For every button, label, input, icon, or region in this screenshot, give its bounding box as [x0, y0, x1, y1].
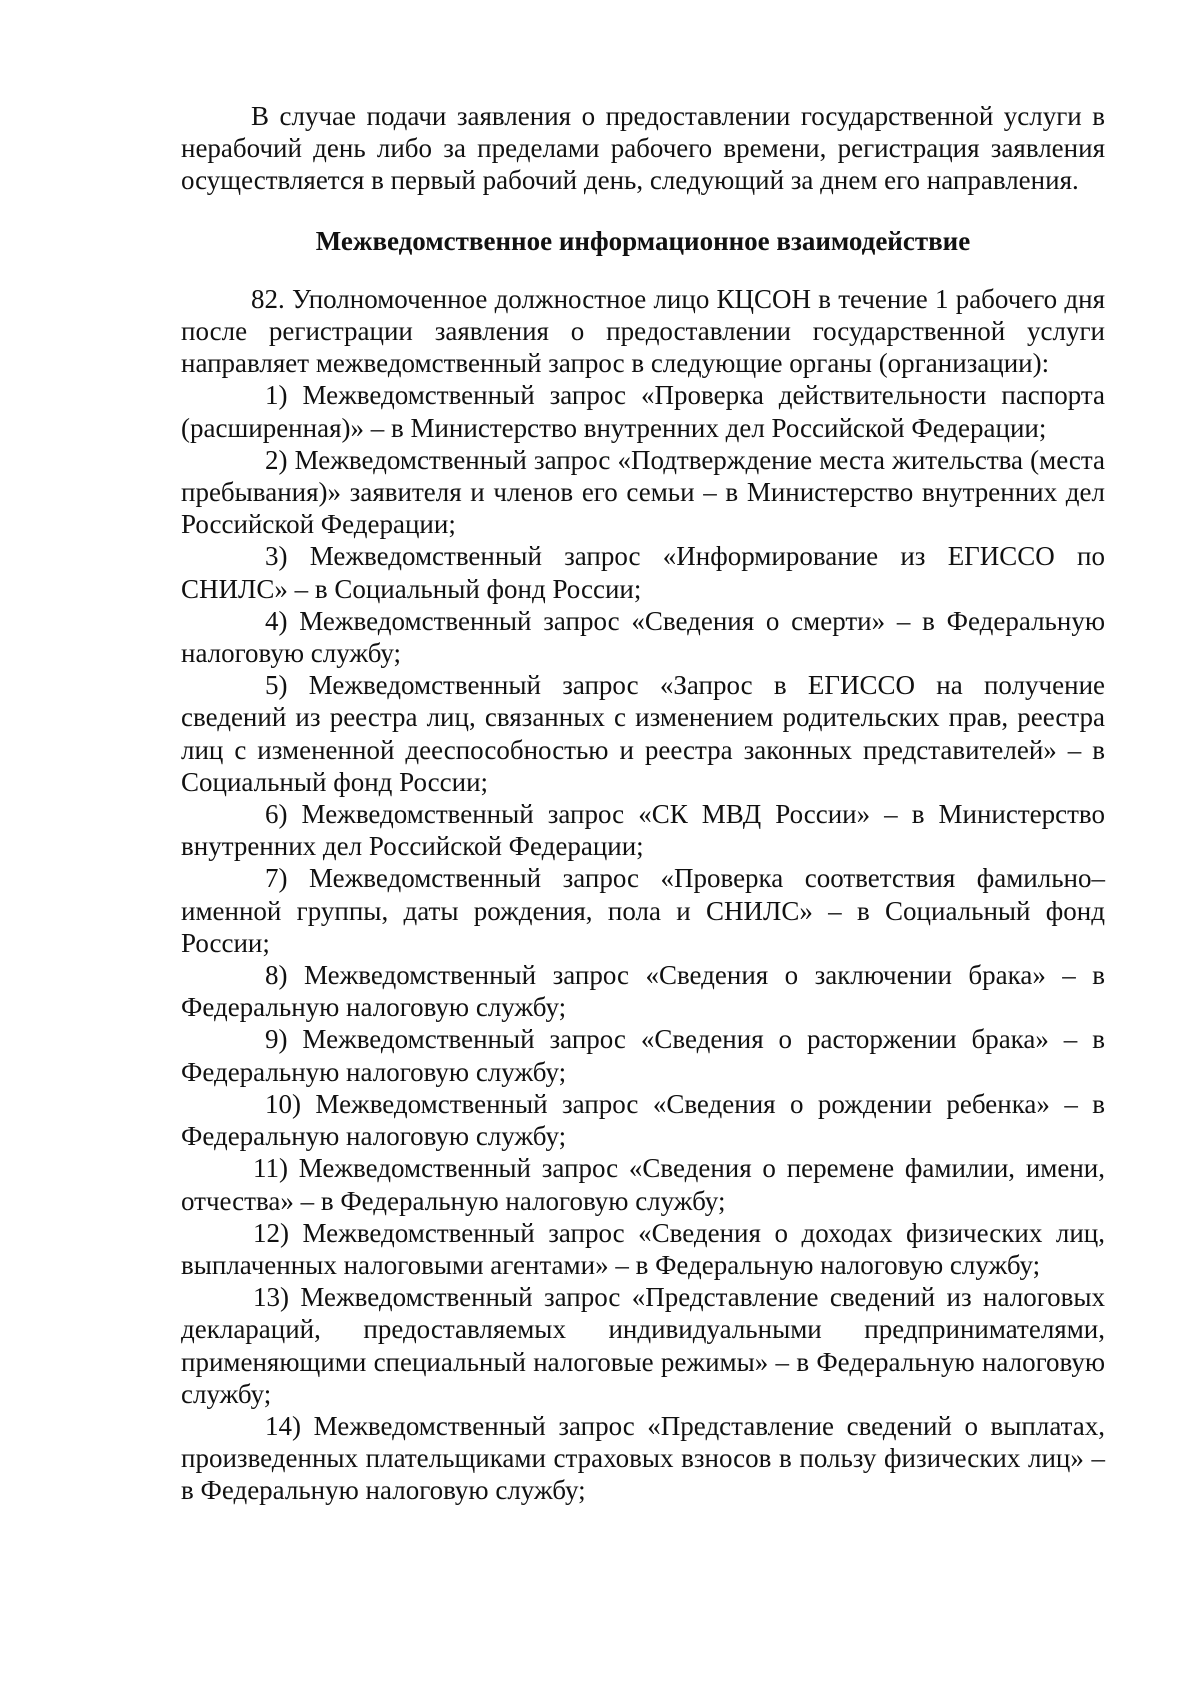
intro-paragraph: В случае подачи заявления о предоставлении государственной услуги в нерабочий день либо за пределами рабочего времени, регистрация заявления осуществляется в первый рабочий день, следующий за днем его направления. — [181, 101, 1105, 196]
list-item: 5) Межведомственный запрос «Запрос в ЕГИССО на получение сведений из реестра лиц, связанных с изменением родительских прав, реестра лиц с измененной дееспособностью и реестра законных представителей» – в Социальный фонд России; — [181, 670, 1105, 797]
list-item: 14) Межведомственный запрос «Представление сведений о выплатах, произведенных плательщиками страховых взносов в пользу физических лиц» – в Федеральную налоговую службу; — [181, 1410, 1105, 1506]
list-item: 4) Межведомственный запрос «Сведения о смерти» – в Федеральную налоговую службу; — [181, 605, 1105, 669]
list-item: 8) Межведомственный запрос «Сведения о заключении брака» – в Федеральную налоговую службу; — [181, 960, 1105, 1023]
list-item: 3) Межведомственный запрос «Информирование из ЕГИССО по СНИЛС» – в Социальный фонд России; — [181, 541, 1105, 604]
document-page — [181, 100, 1105, 1507]
list-item: 2) Межведомственный запрос «Подтверждение места жительства (места пребывания)» заявителя и членов его семьи – в Министерство внутренних дел Российской Федерации; — [181, 444, 1105, 540]
list-item: 12) Межведомственный запрос «Сведения о доходах физических лиц, выплаченных налоговыми агентами» – в Федеральную налоговую службу; — [181, 1217, 1105, 1280]
list-item: 13) Межведомственный запрос «Представление сведений из налоговых деклараций, предоставляемых индивидуальными предпринимателями, применяющими специальный налоговые режимы» – в Федеральную налоговую службу; — [181, 1282, 1105, 1409]
list-item: 9) Межведомственный запрос «Сведения о расторжении брака» – в Федеральную налоговую службу; — [181, 1024, 1105, 1087]
list-item: 7) Межведомственный запрос «Проверка соответствия фамильно–именной группы, даты рождения, пола и СНИЛС» – в Социальный фонд России; — [181, 863, 1105, 958]
list-item: 1) Межведомственный запрос «Проверка действительности паспорта (расширенная)» – в Министерство внутренних дел Российской Федерации; — [181, 380, 1105, 443]
list-item: 10) Межведомственный запрос «Сведения о рождении ребенка» – в Федеральную налоговую службу; — [181, 1088, 1105, 1152]
paragraph-82: 82. Уполномоченное должностное лицо КЦСОН в течение 1 рабочего дня после регистрации заявления о предоставлении государственной услуги направляет межведомственный запрос в следующие органы (организации): — [181, 283, 1105, 379]
section-heading: Межведомственное информационное взаимодействие — [315, 225, 971, 256]
list-item: 11) Межведомственный запрос «Сведения о перемене фамилии, имени, отчества» – в Федеральную налоговую службу; — [181, 1153, 1105, 1216]
list-item: 6) Межведомственный запрос «СК МВД России» – в Министерство внутренних дел Российской Федерации; — [181, 799, 1105, 862]
